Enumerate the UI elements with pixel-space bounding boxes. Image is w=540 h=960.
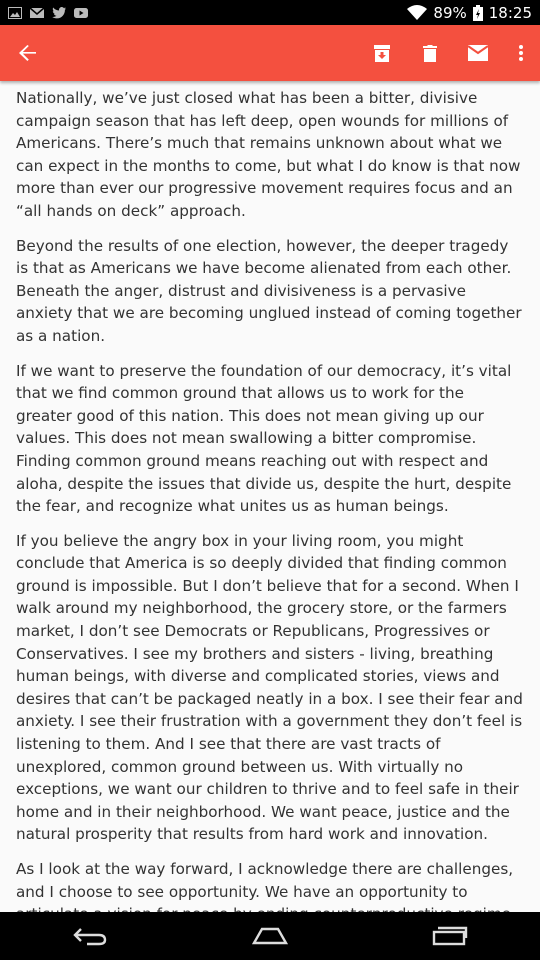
home-nav-icon (252, 927, 288, 945)
image-icon (8, 7, 22, 19)
more-vert-icon (519, 45, 523, 61)
more-options-button[interactable] (502, 25, 540, 81)
mail-icon (468, 45, 488, 61)
wifi-icon (407, 5, 427, 20)
app-bar-actions (358, 25, 540, 81)
paragraph: As I look at the way forward, I acknowledge there are challenges, and I choose to see opportunity. We have an opportunity to (16, 860, 514, 901)
nav-back-button[interactable] (50, 912, 130, 960)
nav-recents-button[interactable] (410, 912, 490, 960)
paragraph: If you believe the angry box in your living room, you might conclude that America is so deeply divided that finding common ground is impossible. But I don’t believe that for a second. When I walk around my neighborhood, the grocery store, or the farmers market, I don’t see Democrats or Republicans, Progressives or Conservatives. I see my brothers and sisters - living, breathing human beings, with diverse and complicated stories, views and desires that can’t be packaged neatly in a box. I see their fear and anxiety. I see their frustration with a government they don’t feel is listening to them. And I see that there are vast tracts of unexplored, common ground between us. With virtually no exceptions, we want our children to thrive and to feel safe in their home and in their neighborhood. We want peace, justice and the natural prosperity that results from hard work and innovation. (16, 531, 523, 844)
back-nav-icon (73, 926, 107, 946)
youtube-icon (74, 7, 88, 19)
mark-unread-button[interactable] (454, 25, 502, 81)
delete-icon (423, 44, 437, 62)
arrow-back-icon (18, 45, 36, 61)
system-status (407, 4, 532, 22)
paragraph: If we want to preserve the foundation of our democracy, it’s vital that we find common ground that allows us to work for the greater good of this nation. This does not mean giving up our values. This does not mean swallowing a bitter compromise. Finding common ground means reaching out with respect and aloha, despite the issues that divide us, despite the hurt, despite the fear, and recognize what unites us as human beings. (16, 361, 512, 516)
nav-home-button[interactable] (230, 912, 310, 960)
navigation-bar (0, 912, 540, 960)
paragraph: Nationally, we’ve just closed what has been a bitter, divisive campaign season that has left deep, open wounds for millions of Americans. There’s much that remains unknown about what we can expect in the months to come, but what I do know is that now more than ever our progressive movement requires focus and an “all hands on deck” approach. (16, 89, 521, 220)
status-bar (0, 0, 540, 25)
recents-nav-icon (432, 926, 468, 946)
back-button[interactable] (0, 25, 54, 81)
paragraph: Beyond the results of one election, however, the deeper tragedy is that as Americans we have become alienated from each other. Beneath the anger, distrust and divisiveness is a pervasive anxiety that we are becoming unglued instead of coming together as a nation. (16, 236, 522, 345)
gmail-icon (30, 7, 44, 19)
archive-button[interactable] (358, 25, 406, 81)
twitter-icon (52, 7, 66, 19)
battery-percent: 89% (433, 3, 467, 22)
battery-icon (473, 5, 483, 21)
archive-icon (373, 44, 391, 62)
app-bar (0, 25, 540, 81)
clock: 18:25 (488, 3, 532, 22)
delete-button[interactable] (406, 25, 454, 81)
notification-icons (8, 7, 88, 19)
email-body[interactable] (0, 81, 540, 912)
